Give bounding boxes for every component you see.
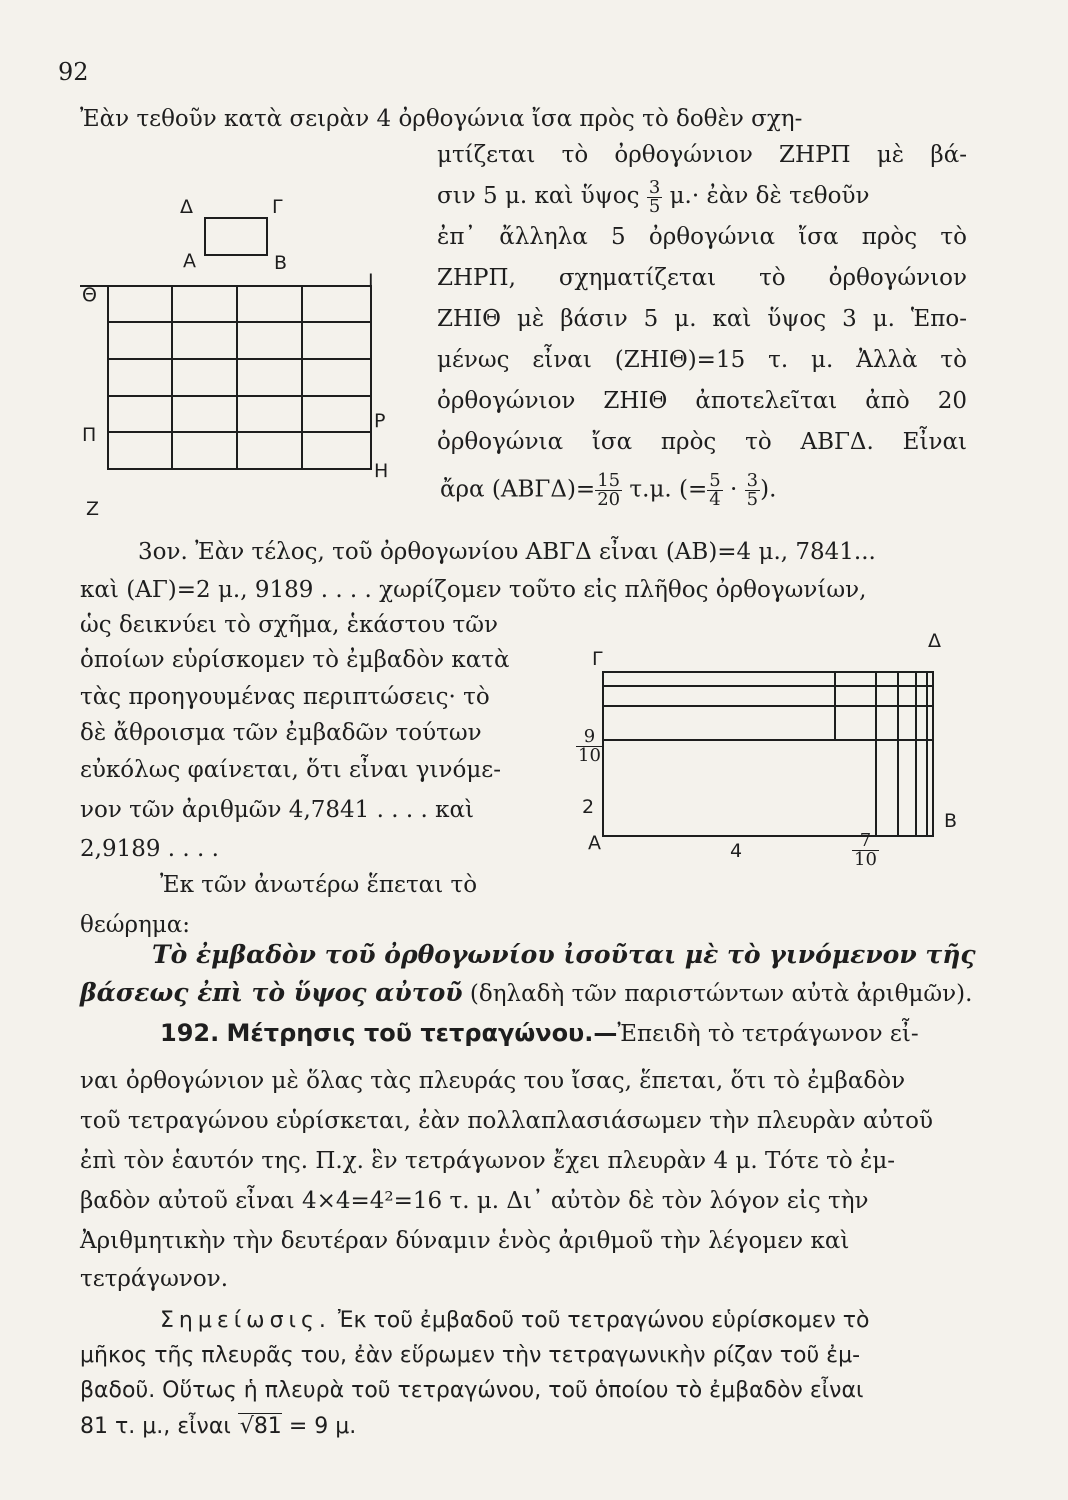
note-line-2: μῆκος τῆς πλευρᾶς του, ἐὰν εὕρωμεν τὴν τετραγωνικὴν ρίζαν τοῦ ἐμ-	[80, 1343, 861, 1368]
left-line-8: 2,9189 . . . .	[80, 836, 219, 862]
column-line: ΖΗΡΠ, σχηματίζεται τὸ ὀρθογώνιον	[437, 265, 967, 291]
fraction-3-5: $\frac{3}{5}$	[648, 176, 661, 217]
theorem-line-1: Τὸ ἐμβαδὸν τοῦ ὀρθογωνίου ἰσοῦται μὲ τὸ γινόμενον τῆς	[152, 940, 976, 969]
intro-line: Ἐὰν τεθοῦν κατὰ σειρὰν 4 ὀρθογώνια ἴσα πρὸς τὸ δοθὲν σχη-	[80, 106, 803, 132]
page-number: 92	[58, 58, 89, 86]
theorem-word: θεώρημα:	[80, 912, 191, 938]
left-line-6: εὐκόλως φαίνεται, ὅτι εἶναι γινόμε-	[80, 757, 501, 783]
follows-line: Ἐκ τῶν ἀνωτέρω ἕπεται τὸ	[160, 872, 478, 898]
theorem-line-2: βάσεως ἐπὶ τὸ ὕψος αὐτοῦ (δηλαδὴ τῶν παριστώντων αὐτὰ ἀριθμῶν).	[80, 978, 973, 1007]
area-equation: ἄρα (ΑΒΓΔ)= $\frac{15}{20}$ τ.μ. (= $\frac{5}{4}$ · $\frac{3}{5}$ ).	[440, 470, 777, 510]
label-beta-2: Β	[944, 810, 958, 832]
left-line-5: δὲ ἄθροισμα τῶν ἐμβαδῶν τούτων	[80, 720, 482, 746]
note-line-3: βαδοῦ. Οὕτως ἡ πλευρὰ τοῦ τετραγώνου, τοῦ ὁποίου τὸ ἐμβαδὸν εἶναι	[80, 1378, 864, 1403]
left-line-3: ὁποίων εὑρίσκομεν τὸ ἐμβαδὸν κατὰ	[80, 647, 510, 673]
fraction-3-5-second: $\frac{3}{5}$	[746, 470, 759, 510]
label-eta: Η	[374, 460, 389, 482]
note-line-1: Σημείωσις. Ἐκ τοῦ ἐμβαδοῦ τοῦ τετραγώνου εὑρίσκομεν τὸ	[160, 1308, 870, 1333]
label-side-4: 4	[730, 840, 743, 862]
left-line-7: νον τῶν ἀριθμῶν 4,7841 . . . . καὶ	[80, 797, 475, 823]
note-line-4: 81 τ. μ., εἶναι √81 = 9 μ.	[80, 1414, 357, 1439]
label-zeta: Ζ	[86, 498, 100, 520]
label-delta-2: Δ	[928, 630, 941, 652]
section-line: βαδὸν αὐτοῦ εἶναι 4×4=4²=16 τ. μ. Δι᾿ αὐτὸν δὲ τὸν λόγον εἰς τὴν	[80, 1188, 869, 1214]
fraction-5-4: $\frac{5}{4}$	[709, 470, 721, 510]
section-line: τοῦ τετραγώνου εὑρίσκεται, ἐὰν πολλαπλασιάσωμεν τὴν πλευρὰν αὐτοῦ	[80, 1108, 933, 1134]
column-line: ὀρθογώνια ἴσα πρὸς τὸ ΑΒΓΔ. Εἶναι	[437, 429, 967, 455]
left-line-1: καὶ (ΑΓ)=2 μ., 9189 . . . . χωρίζομεν τοῦτο εἰς πλῆθος ὀρθογωνίων,	[80, 577, 867, 603]
third-case-line: 3ον. Ἐὰν τέλος, τοῦ ὀρθογωνίου ΑΒΓΔ εἶναι (ΑΒ)=4 μ., 7841...	[138, 539, 876, 565]
fraction-7-10: $\frac{7}{10}$	[854, 830, 877, 870]
note-label: Σημείωσις.	[160, 1308, 331, 1333]
column-line: ΖΗΙΘ μὲ βάσιν 5 μ. καὶ ὕψος 3 μ. Ἑπο-	[437, 306, 967, 332]
section-title: Μέτρησις τοῦ τετραγώνου.—	[226, 1019, 618, 1047]
section-line: ναι ὀρθογώνιον μὲ ὅλας τὰς πλευράς του ἴσας, ἕπεται, ὅτι τὸ ἐμβαδὸν	[80, 1068, 906, 1094]
column-line: μτίζεται τὸ ὀρθογώνιον ΖΗΡΠ μὲ βά-	[437, 142, 967, 168]
column-line-with-fraction: σιν 5 μ. καὶ ὕψος $\frac{3}{5}$ μ.· ἐὰν δὲ τεθοῦν	[437, 176, 870, 217]
fraction-15-20: $\frac{15}{20}$	[597, 470, 621, 510]
label-alpha-2: Α	[588, 832, 601, 854]
label-iota: Ι	[368, 270, 374, 292]
section-heading-line: 192. Μέτρησις τοῦ τετραγώνου.—Ἐπειδὴ τὸ τετράγωνον εἶ-	[160, 1019, 919, 1047]
label-delta: Δ	[180, 196, 193, 218]
label-gamma: Γ	[272, 196, 283, 218]
big-rectangle	[603, 672, 933, 836]
column-line: μένως εἶναι (ΖΗΙΘ)=15 τ. μ. Ἀλλὰ τὸ	[437, 347, 967, 373]
section-line: ἐπὶ τὸν ἑαυτόν της. Π.χ. ἓν τετράγωνον ἔχει πλευρὰν 4 μ. Τότε τὸ ἐμ-	[80, 1148, 896, 1174]
label-rho: Ρ	[374, 410, 386, 432]
column-line: ἐπ᾿ ἄλληλα 5 ὀρθογώνια ἴσα πρὸς τὸ	[437, 224, 967, 250]
column-line: ὀρθογώνιον ΖΗΙΘ ἀποτελεῖται ἀπὸ 20	[437, 388, 967, 414]
left-line-4: τὰς προηγουμένας περιπτώσεις· τὸ	[80, 684, 490, 710]
label-beta: Β	[274, 252, 288, 274]
section-line: τετράγωνον.	[80, 1266, 229, 1292]
label-side-2: 2	[582, 796, 595, 818]
sqrt-expression: √81	[239, 1414, 282, 1439]
section-line: Ἀριθμητικὴν τὴν δευτέραν δύναμιν ἑνὸς ἀριθμοῦ τὴν λέγομεν καὶ	[80, 1228, 850, 1254]
section-number: 192.	[160, 1019, 220, 1047]
label-theta: Θ	[82, 284, 97, 306]
left-line-2: ὡς δεικνύει τὸ σχῆμα, ἑκάστου τῶν	[80, 612, 498, 638]
label-alpha: Α	[183, 250, 196, 272]
fraction-9-10: $\frac{9}{10}$	[578, 726, 601, 766]
label-pi: Π	[82, 424, 97, 446]
label-gamma-2: Γ	[592, 648, 603, 670]
